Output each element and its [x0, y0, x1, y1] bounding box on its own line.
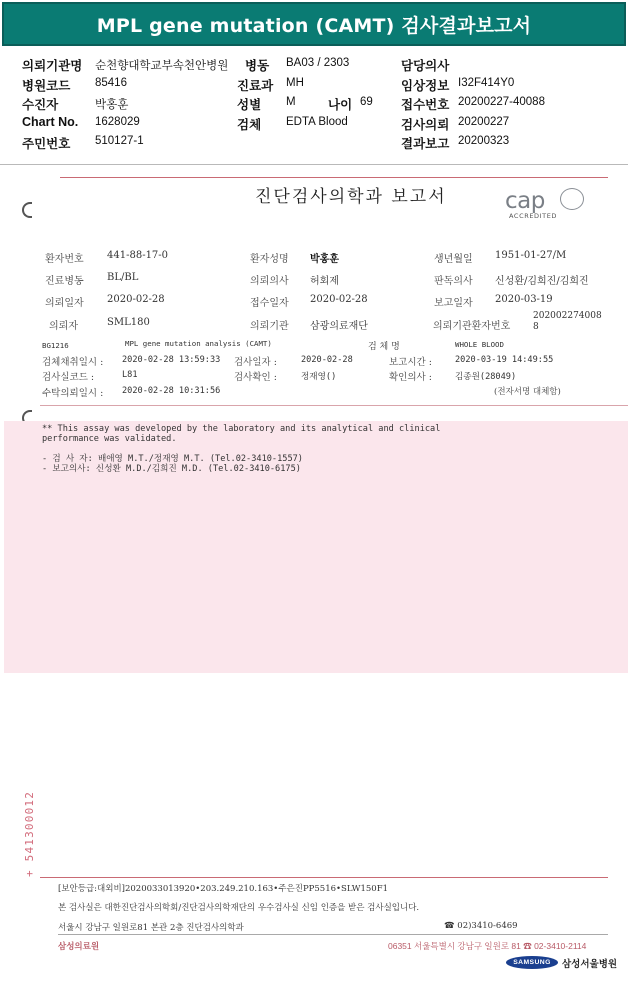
age-value: 69 — [360, 96, 373, 108]
reporter-line: - 보고의사: 신성환 M.D./김희진 M.D. (Tel.02-3410-6175) — [42, 464, 301, 474]
resident-value: 510127-1 — [95, 135, 144, 147]
dept-value: MH — [286, 77, 304, 89]
samsung-logo-text: SAMSUNG — [513, 959, 551, 966]
cap-logo-accredited: ACCREDITED — [509, 212, 558, 220]
req-pid-value: 202002274008 — [533, 311, 602, 321]
summary-divider — [0, 164, 628, 165]
pname-label: 환자성명 — [250, 254, 289, 265]
verify-label: 확인의사 : — [389, 372, 432, 383]
resident-label: 주민번호 — [22, 137, 71, 151]
chart-value: 1628029 — [95, 116, 140, 128]
security-line: [보안등급:대외비]2020033013920•203.249.210.163•주은진PP5516•SLW150F1 — [58, 884, 389, 894]
exam-date-value: 2020-02-28 — [301, 355, 353, 365]
collect-label: 검체채취일시 : — [42, 357, 104, 368]
req-org-label: 의뢰기관 — [250, 321, 289, 332]
pid-label: 환자번호 — [45, 254, 84, 265]
specimen-value: EDTA Blood — [286, 116, 348, 128]
entrust-value: 2020-02-28 10:31:56 — [122, 386, 221, 396]
patient-value: 박홍훈 — [95, 99, 129, 111]
age-label: 나이 — [328, 98, 353, 112]
banner-title: MPL gene mutation (CAMT) 검사결과보고서 — [96, 14, 532, 37]
lab-address: 서울시 강남구 일원로81 본관 2층 진단검사의학과 — [58, 923, 244, 933]
esign-note: (전자서명 대체함) — [494, 387, 561, 397]
cap-seal-icon — [560, 188, 584, 210]
req-org-value: 삼광의료재단 — [310, 321, 368, 332]
ward-label: 병동 — [245, 59, 270, 73]
hospital-brand-name: 삼성서울병원 — [562, 959, 618, 970]
sex-value: M — [286, 96, 296, 108]
exam-date-label: 검사일자 : — [234, 357, 277, 368]
hospital-address: 06351 서울특별시 강남구 일원로 81 ☎ 02-3410-2114 — [388, 941, 587, 951]
doctor-label: 담당의사 — [401, 59, 450, 73]
room-value: L81 — [122, 370, 138, 380]
clinical-label: 임상정보 — [401, 79, 450, 93]
confirm-value: 정재영() — [301, 372, 337, 382]
req-pid-value-cont: 8 — [533, 322, 539, 332]
report-label: 결과보고 — [401, 137, 450, 151]
entrust-label: 수탁의뢰일시 : — [42, 388, 104, 399]
dob-value: 1951-01-27/M — [495, 250, 567, 261]
room-label: 검사실코드 : — [42, 372, 95, 383]
note-line-1: ** This assay was developed by the laboratory and its analytical and clinical — [42, 424, 441, 434]
rcv-date-value: 2020-02-28 — [310, 294, 368, 305]
footer-red-rule — [40, 877, 608, 878]
hospital-code-label: 병원코드 — [22, 79, 71, 93]
summary-block — [0, 52, 628, 158]
requester-value: SML180 — [107, 317, 150, 328]
ward-value-report: BL/BL — [107, 272, 139, 283]
institution-label: 의뢰기관명 — [22, 59, 83, 73]
report-banner — [2, 2, 626, 46]
footer-grey-rule — [58, 934, 608, 935]
patient-label: 수진자 — [22, 98, 59, 112]
report-time-value: 2020-03-19 14:49:55 — [455, 355, 554, 365]
req-doc-value: 허회제 — [310, 276, 339, 287]
test-name: MPL gene mutation analysis (CAMT) — [125, 339, 272, 348]
lab-phone: ☎ 02)3410-6469 — [444, 921, 518, 931]
test-code: BG1216 — [42, 341, 69, 350]
medical-center-name: 삼성의료원 — [58, 941, 100, 951]
collect-value: 2020-02-28 13:59:33 — [122, 355, 221, 365]
report-time-label: 보고시간 : — [389, 357, 432, 368]
pid-value: 441-88-17-0 — [107, 250, 169, 261]
certification-line: 본 검사실은 대한진단검사의학회/진단검사의학재단의 우수검사실 신임 인증을 받은 검사실입니다. — [58, 903, 420, 913]
sex-label: 성별 — [237, 98, 262, 112]
detail-rule — [40, 405, 628, 406]
specimen-name-value: WHOLE BLOOD — [455, 340, 504, 349]
hospital-code-value: 85416 — [95, 77, 127, 89]
ward-label-report: 진료병동 — [45, 276, 84, 287]
institution-value: 순천향대학교부속천안병원 — [95, 60, 229, 72]
note-line-2: performance was validated. — [42, 434, 177, 444]
cap-accredited-logo — [505, 188, 587, 222]
tester-line: - 검 사 자: 배애영 M.T./정재영 M.T. (Tel.02-3410-1557) — [42, 454, 303, 464]
side-serial-number: + 541300012 — [23, 790, 36, 877]
clinical-value: I32F414Y0 — [458, 77, 515, 89]
specimen-label: 검체 — [237, 118, 262, 132]
report-value: 20200323 — [458, 135, 510, 147]
top-red-rule — [60, 177, 608, 178]
rep-date-label: 보고일자 — [434, 298, 473, 309]
req-doc-label: 의뢰의사 — [250, 276, 289, 287]
rcv-date-label: 접수일자 — [250, 298, 289, 309]
requester-label: 의뢰자 — [49, 321, 78, 332]
confirm-label: 검사확인 : — [234, 372, 277, 383]
binder-hole-icon — [22, 202, 32, 218]
receipt-label: 접수번호 — [401, 98, 450, 112]
ward-value: BA03 / 2303 — [286, 57, 350, 69]
verify-value: 김종원(28049) — [455, 372, 517, 382]
request-label: 검사의뢰 — [401, 118, 450, 132]
req-pid-label: 의뢰기관환자번호 — [433, 321, 511, 332]
req-date-value: 2020-02-28 — [107, 294, 165, 305]
dept-label: 진료과 — [237, 79, 274, 93]
read-doc-value: 신성환/김희진/김희진 — [495, 276, 589, 287]
samsung-logo — [506, 956, 558, 969]
specimen-name-label: 검 체 명 — [368, 342, 400, 352]
pname-value: 박홍훈 — [310, 254, 339, 265]
report-title: 진단검사의학과 보고서 — [255, 187, 447, 207]
dob-label: 생년월일 — [434, 254, 473, 265]
request-value: 20200227 — [458, 116, 510, 128]
cap-logo-word: cap — [505, 188, 545, 214]
chart-label: Chart No. — [22, 115, 79, 129]
read-doc-label: 판독의사 — [434, 276, 473, 287]
receipt-value: 20200227-40088 — [458, 96, 545, 108]
rep-date-value: 2020-03-19 — [495, 294, 553, 305]
req-date-label: 의뢰일자 — [45, 298, 84, 309]
